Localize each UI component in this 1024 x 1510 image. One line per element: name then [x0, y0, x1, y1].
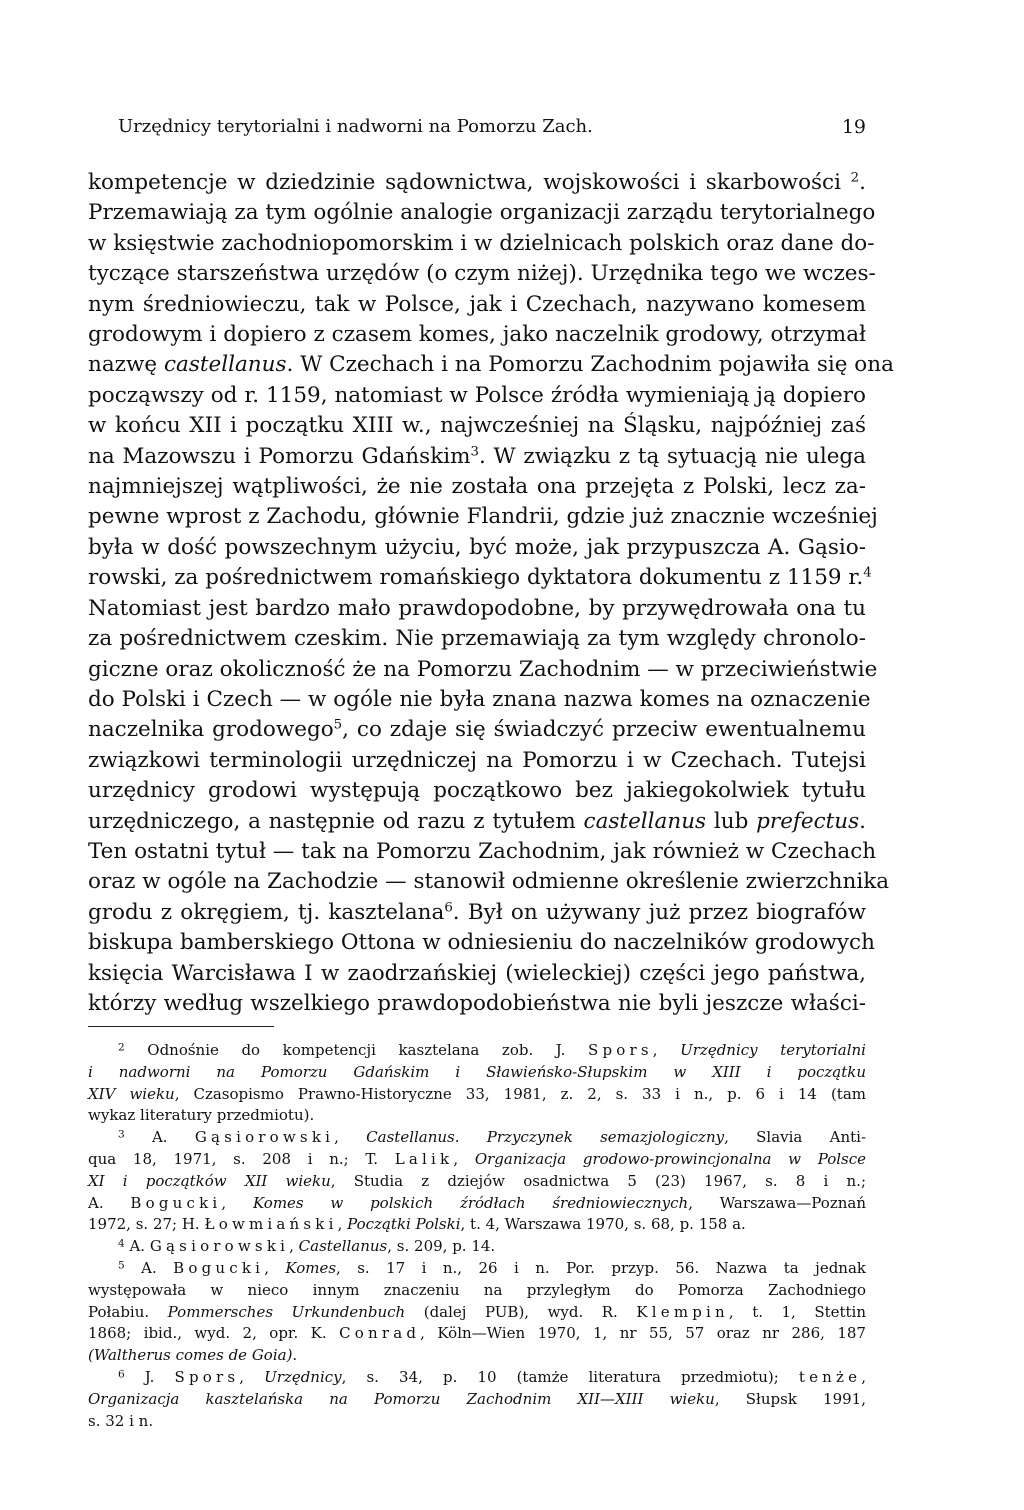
footnote-line: 1972, s. 27; H. Łowmiański, Początki Polski, t. 4, Warszawa 1970, s. 68, p. 158 a.	[88, 1215, 746, 1234]
text-line: biskupa bamberskiego Ottona w odniesieniu do naczelników grodowych	[88, 930, 875, 956]
footnote-line: i nadworni na Pomorzu Gdańskim i Sławieńsko-Słupskim w XIII i początku	[88, 1062, 866, 1081]
footnote-line: 1868; ibid., wyd. 2, opr. K. Conrad, Köln—Wien 1970, 1, nr 55, 57 oraz nr 286, 187	[88, 1324, 866, 1343]
text-line: była w dość powszechnym użyciu, być może, jak przypuszcza A. Gąsio-	[88, 534, 866, 560]
footnote-line: s. 32 i n.	[88, 1411, 154, 1430]
text-line: którzy według wszelkiego prawdopodobieństwa nie byli jeszcze właści-	[88, 990, 866, 1016]
footnote-divider	[88, 1026, 274, 1027]
text-line: tyczące starszeństwa urzędów (o czym niżej). Urzędnika tego we wczes-	[88, 261, 876, 287]
text-line: za pośrednictwem czeskim. Nie przemawiają za tym względy chronolo-	[88, 626, 866, 652]
text-line: grodu z okręgiem, tj. kasztelana$^6$. Był on używany już przez biografów	[88, 899, 867, 925]
footnote-line: wykaz literatury przedmiotu).	[88, 1106, 315, 1125]
text-line: pewne wprost z Zachodu, głównie Flandrii, gdzie już znacznie wcześniej	[88, 504, 878, 530]
footnote-number: 6	[118, 1368, 125, 1381]
footnote-line: Połabiu. Pommersches Urkundenbuch (dalej PUB), wyd. R. Klempin, t. 1, Stettin	[88, 1302, 867, 1321]
latin-term: castellanus	[583, 808, 707, 834]
author-name: Lalik	[394, 1149, 454, 1168]
author-name: Klempin	[636, 1302, 729, 1321]
text-line: najmniejszej wątpliwości, że nie została ona przejęta z Polski, lecz za-	[88, 474, 866, 500]
footnote-line: A. Bogucki, Komes w polskich źródłach średniowiecznych, Warszawa—Poznań	[88, 1193, 866, 1212]
text-line: nym średniowieczu, tak w Polsce, jak i Czechach, nazywano komesem	[88, 291, 866, 317]
author-name: Spors	[174, 1367, 240, 1386]
footnote-3: $^3$ A. Gąsiorowski, Castellanus. Przyczynek semazjologiczny, Slavia Anti-	[118, 1128, 867, 1147]
author-name: Gąsiorowski	[194, 1128, 335, 1147]
footnote-2: $^2$ Odnośnie do kompetencji kasztelana zob. J. Spors, Urzędnicy terytorialni	[118, 1041, 866, 1059]
text-line: w końcu XII i początku XIII w., najwcześniej na Śląsku, najpóźniej zaś	[88, 413, 866, 439]
main-text	[88, 168, 894, 1019]
footnote-5: $^5$ A. Bogucki, Komes, s. 17 i n., 26 i n. Por. przyp. 56. Nazwa ta jednak	[118, 1258, 866, 1277]
text-line: giczne oraz okoliczność że na Pomorzu Zachodnim — w przeciwieństwie	[88, 656, 878, 682]
author-name: Gąsiorowski	[149, 1237, 290, 1256]
page-number: 19	[841, 116, 866, 138]
text-line: na Mazowszu i Pomorzu Gdańskim$^3$. W związku z tą sytuacją nie ulega	[88, 443, 867, 469]
text-line: począwszy od r. 1159, natomiast w Polsce źródła wymieniają ją dopiero	[88, 382, 866, 408]
text-line: urzędnicy grodowi występują początkowo bez jakiegokolwiek tytułu	[88, 778, 866, 804]
footnote-ref[interactable]: 5	[333, 717, 343, 733]
author-name: Bogucki	[173, 1258, 265, 1277]
running-title: Urzędnicy terytorialni i nadworni na Pomorzu Zach.	[118, 116, 593, 137]
footnote-line: XI i początków XII wieku, Studia z dziejów osadnictwa 5 (23) 1967, s. 8 i n.;	[88, 1171, 866, 1190]
footnote-number: 2	[118, 1041, 125, 1054]
text-line: grodowym i dopiero z czasem komes, jako naczelnik grodowy, otrzymał	[88, 322, 866, 348]
author-name: Bogucki	[130, 1193, 222, 1212]
footnote-line: qua 18, 1971, s. 208 i n.; T. Lalik, Organizacja grodowo-prowincjonalna w Polsce	[88, 1149, 866, 1168]
text-line: kompetencje w dziedzinie sądownictwa, wojskowości i skarbowości $^2$.	[88, 170, 866, 195]
footnotes	[88, 1040, 866, 1432]
author-name: Conrad	[339, 1324, 421, 1343]
footnote-line: XIV wieku, Czasopismo Prawno-Historyczne 33, 1981, z. 2, s. 33 i n., p. 6 i 14 (tam	[88, 1084, 866, 1103]
footnote-number: 3	[118, 1128, 125, 1141]
footnote-ref[interactable]: 3	[470, 444, 479, 460]
text-line: do Polski i Czech — w ogóle nie była znana nazwa komes na oznaczenie	[88, 686, 871, 712]
footnote-ref[interactable]: 2	[850, 170, 860, 186]
footnote-ref[interactable]: 6	[444, 900, 453, 916]
latin-term: prefectus	[756, 808, 860, 834]
text-line: oraz w ogóle na Zachodzie — stanowił odmienne określenie zwierzchnika	[88, 869, 890, 895]
footnote-6: $^6$ J. Spors, Urzędnicy, s. 34, p. 10 (tamże literatura przedmiotu); tenże,	[118, 1367, 866, 1386]
text-line: Ten ostatni tytuł — tak na Pomorzu Zachodnim, jak również w Czechach	[88, 838, 877, 864]
footnote-line: Organizacja kasztelańska na Pomorzu Zachodnim XII—XIII wieku, Słupsk 1991,	[88, 1389, 866, 1408]
footnote-number: 5	[118, 1259, 125, 1272]
author-name: tenże	[798, 1367, 862, 1386]
text-line: w księstwie zachodniopomorskim i w dzielnicach polskich oraz dane do-	[88, 230, 875, 256]
footnote-line: (Waltherus comes de Goia).	[88, 1346, 298, 1365]
text-line: księcia Warcisława I w zaodrzańskiej (wieleckiej) części jego państwa,	[88, 960, 866, 986]
author-name: Łowmiański	[204, 1215, 338, 1234]
text-line: naczelnika grodowego$^5$, co zdaje się świadczyć przeciw ewentualnemu	[88, 717, 866, 743]
footnote-number: 4	[118, 1237, 125, 1250]
latin-term: castellanus	[163, 352, 287, 378]
text-line: Natomiast jest bardzo mało prawdopodobne, by przywędrowała ona tu	[88, 595, 866, 621]
text-line: nazwę castellanus. W Czechach i na Pomorzu Zachodnim pojawiła się ona	[88, 352, 894, 378]
text-line: urzędniczego, a następnie od razu z tytułem castellanus lub prefectus.	[88, 808, 867, 834]
page-header	[118, 114, 866, 140]
text-line: Przemawiają za tym ogólnie analogie organizacji zarządu terytorialnego	[88, 200, 876, 226]
text-line: związkowi terminologii urzędniczej na Pomorzu i w Czechach. Tutejsi	[88, 747, 866, 773]
footnote-ref[interactable]: 4	[863, 565, 872, 581]
footnote-line: występowała w nieco innym znaczeniu na przyległym do Pomorza Zachodniego	[88, 1280, 866, 1299]
text-line: rowski, za pośrednictwem romańskiego dyktatora dokumentu z 1159 r.$^4$	[88, 565, 872, 591]
author-name: Spors	[587, 1041, 653, 1059]
footnote-4: $^4$ A. Gąsiorowski, Castellanus, s. 209, p. 14.	[118, 1237, 496, 1256]
